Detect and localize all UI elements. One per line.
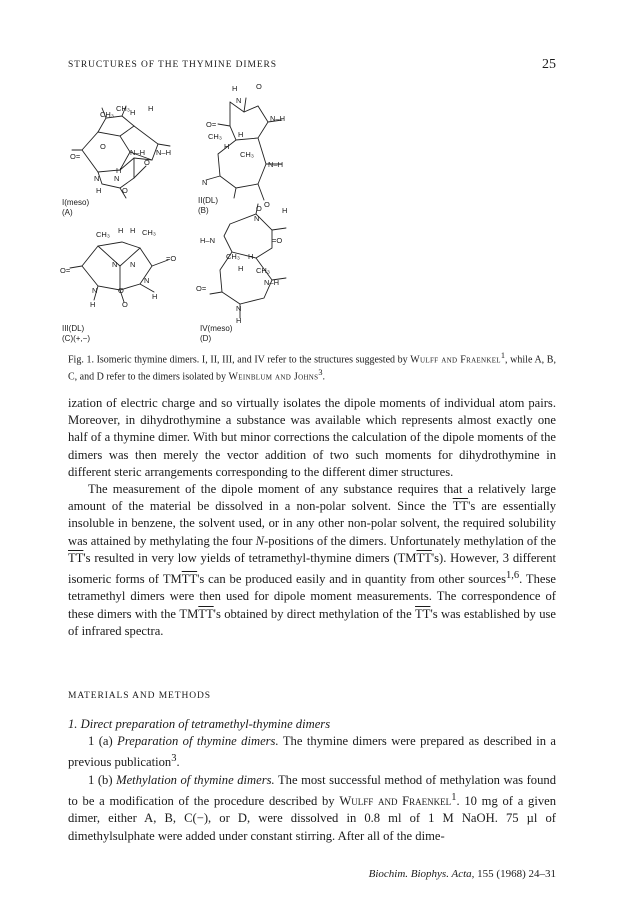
abbr-tm-2: TM: [162, 572, 182, 587]
abbr-tm-3: TM: [179, 606, 199, 621]
abbr-tt-3: $\overline{TT}$: [416, 550, 432, 565]
body-text: [68, 395, 556, 640]
section-heading: MATERIALS AND METHODS: [68, 691, 211, 701]
s1-n-a: N: [94, 174, 100, 183]
footer-citation: [369, 868, 556, 880]
s1-ch3-a: CH₃: [100, 110, 114, 119]
s1a-end: .: [176, 755, 180, 770]
s2-h-a: H: [238, 130, 244, 139]
s1b-text-a: The most successful method of methylation was found to be a modification of the procedure described by: [68, 772, 556, 809]
running-head: [68, 57, 556, 74]
methods-text: [68, 716, 556, 845]
caption-middle: , while A, B, C, and D refer to the dimers isolated by: [68, 354, 556, 383]
s3-o-inner: O: [118, 286, 124, 295]
s4-n-top: N: [254, 214, 260, 223]
abbr-tt-6: $\overline{TT}$: [415, 606, 431, 621]
s3-ch3-b: CH₃: [142, 228, 156, 237]
abbr-tt-4: $\overline{TT}$: [181, 572, 198, 587]
s1-h-a: H: [130, 108, 136, 117]
s3-h-c: H: [152, 292, 158, 301]
s2-ch3-b: CH₃: [240, 150, 254, 159]
s3-h-b: H: [130, 226, 136, 235]
abbr-tt-2: $\overline{TT}$: [68, 550, 84, 565]
s2-h-top: H: [232, 84, 238, 93]
caption-end: .: [322, 371, 326, 383]
p2-part-f: 's can be produced easily and in quantity from other sources: [197, 572, 507, 587]
footer-journal: Biochim. Biophys. Acta,: [368, 868, 475, 880]
s3-dbl-o: =O: [166, 254, 177, 263]
paragraph-2: [68, 481, 556, 640]
abbr-tm-1: TM: [397, 550, 417, 565]
subsection-1b: [68, 772, 556, 845]
structure-4-bonds: [210, 204, 286, 318]
s1a-ref: 3: [171, 753, 177, 765]
s1-h-b: H: [148, 104, 154, 113]
s1-o-bottom: O: [122, 186, 128, 195]
s1-o-dbl: O=: [70, 152, 81, 161]
s1-n-b: N: [114, 174, 120, 183]
s2-label-roman: II(DL): [198, 196, 218, 205]
s3-h-a: H: [118, 226, 124, 235]
s1-nh-b: N–H: [156, 148, 172, 157]
s1-label-roman: I(meso): [62, 198, 90, 207]
subsection-1-title: [68, 716, 556, 733]
s3-o-bottom: O: [122, 300, 128, 309]
p2-part-g: . These tetramethyl dimers were then used for dipole moment measurements. The correspondence of these dimers with the: [68, 572, 557, 621]
s2-o-top: O: [256, 82, 262, 91]
subsection-1-title-text: 1. Direct preparation of tetramethyl-thymine dimers: [68, 717, 331, 731]
s1-h-c: H: [116, 166, 122, 175]
p2-part-d: 's resulted in very low yields of tetramethyl-thymine dimers (: [83, 550, 398, 565]
caption-prefix: Fig. 1. Isomeric thymine dimers. I, II, III, and IV refer to the structures suggested by: [68, 354, 411, 366]
s1b-author: Wulff and Fraenkel: [339, 794, 452, 809]
footer-volume: 155 (1968) 24–31: [474, 868, 556, 880]
s3-n-c: N: [144, 276, 150, 285]
s1-o-inner: O: [100, 142, 106, 151]
paragraph-1: ization of electric charge and so virtually isolates the dipole moments of individual atom pairs. Moreover, in dihydrothymine a substance was available which represents almost exactly one half of a thymine dimer. With but minor corrections the calculation of the dipole moments of the dimers was then merely the vector addition of two such moments for dihydrothymine in different steric arrangements corresponding to the different dimer structures.: [68, 396, 556, 479]
p2-part-e: 's). However, 3 different isomeric forms of: [68, 550, 557, 587]
figure-isomeric-thymine-dimers: [60, 80, 330, 348]
s3-h-d: H: [90, 300, 96, 309]
p2-part-c: -positions of the dimers. Unfortunately methylation of the: [264, 533, 556, 548]
s1-h-d: H: [96, 186, 102, 195]
s3-n-d: N: [92, 286, 98, 295]
caption-author-2: Weinblum and Johns: [228, 371, 319, 383]
s1a-text: The thymine dimers were prepared as described in a previous publication: [68, 734, 557, 770]
s4-hn: H–N: [200, 236, 216, 245]
caption-ref-2: 3: [318, 368, 323, 378]
s2-n-bottom: N: [202, 178, 208, 187]
italic-n: N: [255, 533, 265, 548]
s2-ch3-a: CH₃: [208, 132, 222, 141]
s1b-ref: 1: [451, 792, 457, 803]
s4-n-bottom: N: [236, 304, 242, 313]
s3-ch3-a: CH₃: [96, 230, 110, 239]
s4-h-top: H: [282, 206, 288, 215]
s2-o-bottom: O: [264, 200, 270, 209]
p2-part-b: 's are essentially insoluble in benzene, the solvent used, or in any other non-polar solvent, the required solubility was attained by methylating the four: [68, 499, 556, 548]
s4-o-top: O: [256, 204, 262, 213]
s3-n-a: N: [112, 260, 118, 269]
s1-o-right: O: [144, 158, 150, 167]
subsection-1a: [68, 733, 556, 772]
s4-h-a: H: [248, 252, 254, 261]
s4-h-b: H: [238, 264, 244, 273]
s4-o-dbl: O=: [196, 284, 207, 293]
s2-o-dbl: O=: [206, 120, 217, 129]
s2-label-letter: (B): [198, 206, 209, 215]
s2-nh-a: N–H: [270, 114, 286, 123]
s1a-label: 1 (a): [88, 734, 118, 749]
s4-h-bottom: H: [236, 316, 242, 325]
p2-part-i: 's was established by use of infrared spectra.: [68, 606, 556, 638]
s1a-title: Preparation of thymine dimers.: [117, 734, 279, 749]
caption-author-1: Wulff and Fraenkel: [410, 354, 501, 366]
s4-nh: N–H: [264, 278, 280, 287]
s2-h-b: H: [224, 142, 230, 151]
s4-dbl-o: =O: [272, 236, 283, 245]
p2-part-h: 's obtained by direct methylation of the: [213, 606, 416, 621]
s1b-title: Methylation of thymine dimers.: [116, 772, 275, 787]
s1-ch3-b: CH₃: [116, 104, 130, 113]
structures-drawing: [60, 80, 330, 348]
s4-ch3-b: CH₃: [256, 266, 270, 275]
s3-label-roman: III(DL): [62, 324, 85, 333]
figure-caption: [68, 349, 556, 384]
s1-nh-a: N–H: [130, 148, 146, 157]
running-title: STRUCTURES OF THE THYMINE DIMERS: [68, 60, 277, 70]
s1b-text-b: . 10 mg of a given dimer, either A, B, C(−), or D, were dissolved in 0.8 ml of 1 M NaOH. 75 µl of dimethylsulphate were added under constant stirring. After all of the dime-: [68, 794, 557, 843]
refs-1-6: 1,6: [506, 570, 520, 582]
s1b-label: 1 (b): [88, 772, 117, 787]
s4-ch3-a: CH₃: [226, 252, 240, 261]
s3-o-dbl: O=: [60, 266, 71, 275]
p2-part-a: The measurement of the dipole moment of any substance requires that a relatively large amount of the material be dissolved in a non-polar solvent. Since the: [68, 482, 556, 514]
s1-label-letter: (A): [62, 208, 73, 217]
caption-ref-1: 1: [500, 351, 506, 360]
abbr-tt-1: $\overline{TT}$: [452, 499, 469, 514]
s3-label-letter: (C)(+,−): [62, 334, 90, 343]
page-number: 25: [542, 57, 556, 72]
s4-label-roman: IV(meso): [200, 324, 233, 333]
s4-label-letter: (D): [200, 334, 212, 343]
abbr-tt-5: $\overline{TT}$: [198, 606, 214, 621]
s2-nh-b: N–H: [268, 160, 284, 169]
s3-n-b: N: [130, 260, 136, 269]
s2-n-top: N: [236, 96, 242, 105]
